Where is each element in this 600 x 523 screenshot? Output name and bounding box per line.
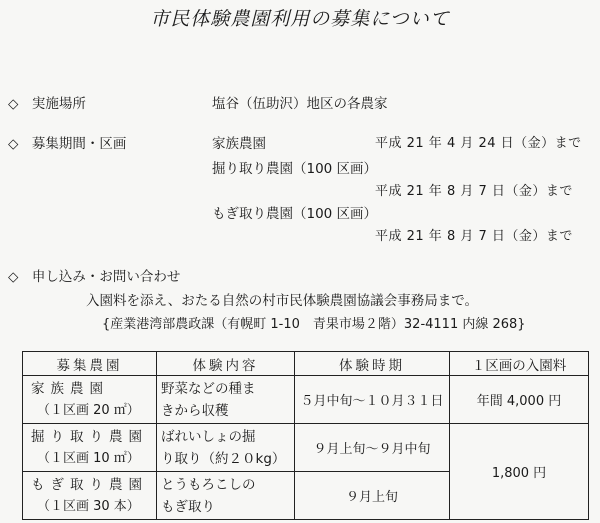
table-row <box>23 424 589 472</box>
farm-unit: （１区画 10 ㎡） <box>37 450 140 466</box>
location-value: 塩谷（伍助沢）地区の各農家 <box>212 96 388 112</box>
farm-unit: （１区画 20 ㎡） <box>37 402 140 418</box>
table-row <box>23 376 589 424</box>
recruit-item-date: 平成 21 年 8 月 7 日（金）まで <box>375 229 573 244</box>
farm-name: もぎ取り農園 <box>31 476 148 493</box>
farm-table <box>22 351 589 520</box>
farm-unit: （１区画 30 本） <box>37 498 140 514</box>
table-header: １区画の入園料 <box>450 352 589 376</box>
recruit-item-date: 平成 21 年 8 月 7 日（金）まで <box>375 184 573 199</box>
table-header: 体験内容 <box>157 352 295 376</box>
recruit-item-name: もぎ取り農園（100 区画） <box>212 206 378 222</box>
content-line: 野菜などの種ま <box>161 380 256 397</box>
page-title: 市民体験農園利用の募集について <box>150 8 450 30</box>
content-line: り取り（約２０kg） <box>161 450 286 467</box>
content-line: ばれいしょの掘 <box>161 428 256 445</box>
recruit-item-name: 家族農園 <box>212 136 266 152</box>
period-cell: ９月上旬 <box>295 472 450 520</box>
fee-cell: 年間 4,000 円 <box>450 376 589 424</box>
contact-line1: 入園料を添え、おたる自然の村市民体験農園協議会事務局まで。 <box>86 293 479 309</box>
recruit-item-name: 掘り取り農園（100 区画） <box>212 161 378 177</box>
farm-name: 家族農園 <box>31 380 109 397</box>
recruit-item-date: 平成 21 年 4 月 24 日（金）まで <box>375 136 582 151</box>
contact-line2: {産業港湾部農政課（有幌町 1-10 青果市場２階）32-4111 内線 268} <box>102 317 526 332</box>
contact-label: ◇ 申し込み・お問い合わせ <box>8 269 181 285</box>
period-cell: ５月中旬〜１０月３１日 <box>295 376 450 424</box>
content-line: もぎ取り <box>161 498 215 515</box>
content-line: きから収穫 <box>161 402 229 419</box>
table-header: 募集農園 <box>23 352 157 376</box>
fee-cell: 1,800 円 <box>450 424 589 520</box>
recruit-label: ◇ 募集期間・区画 <box>8 136 127 152</box>
table-header: 体験時期 <box>295 352 450 376</box>
farm-name: 掘り取り農園 <box>31 428 148 445</box>
table-header-row <box>23 352 589 376</box>
content-line: とうもろこしの <box>161 476 256 493</box>
location-label: ◇ 実施場所 <box>8 96 86 112</box>
period-cell: ９月上旬〜９月中旬 <box>295 424 450 472</box>
